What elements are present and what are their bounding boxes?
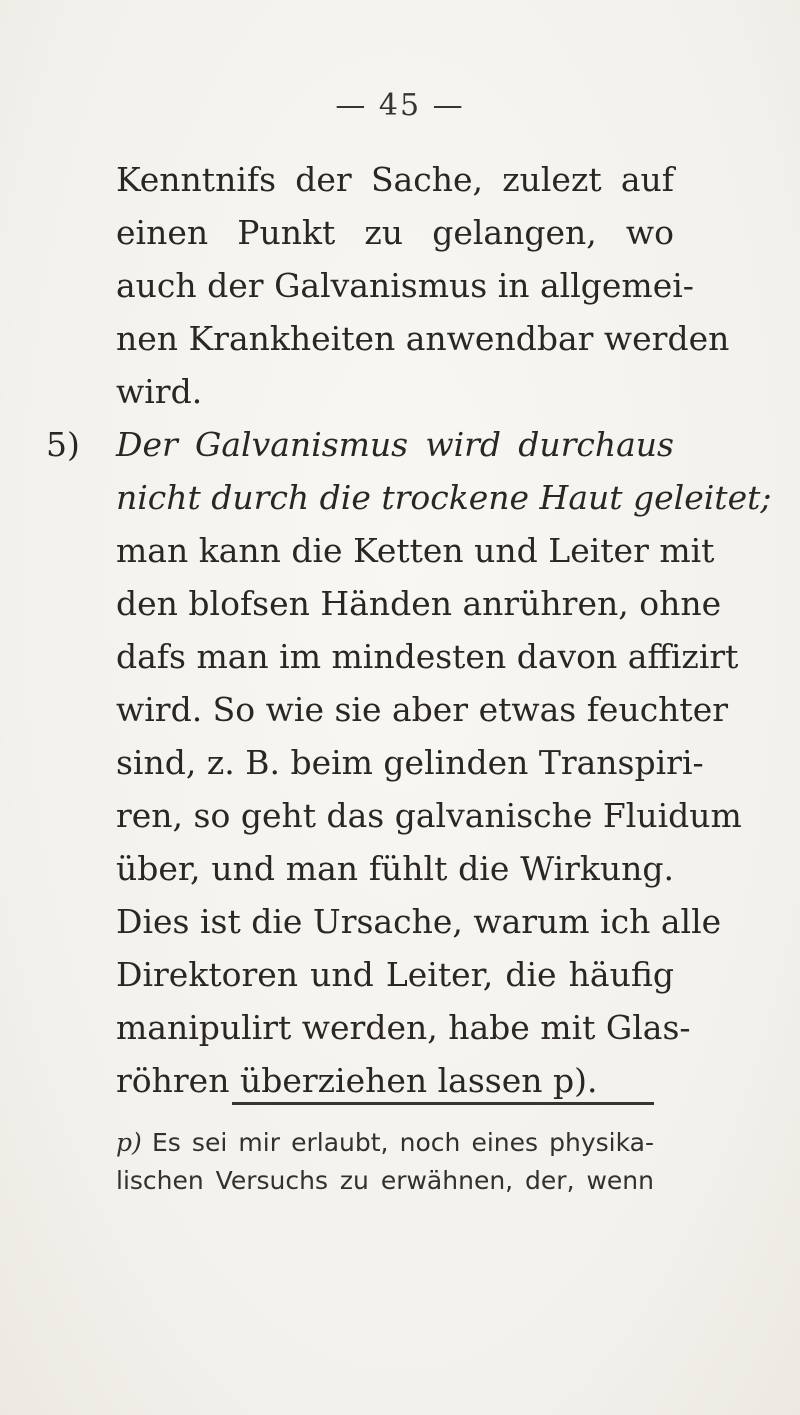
footnote-line: lischen Versuchs zu erwähnen, der, wenn <box>116 1166 654 1195</box>
italic-heading-line: nicht durch die trockene Haut geleitet; <box>116 478 772 517</box>
text-line: nen Krankheiten anwendbar werden <box>116 319 730 358</box>
text-line: wird. So wie sie aber etwas feuchter <box>116 690 728 729</box>
text-line: über, und man fühlt die Wirkung. <box>116 849 674 888</box>
page-number: — 45 — <box>335 88 465 123</box>
italic-heading-line: Der Galvanismus wird durchaus <box>116 425 674 464</box>
footnote-line: Es sei mir erlaubt, noch eines physika- <box>152 1128 654 1157</box>
text-line: manipulirt werden, habe mit Glas- <box>116 1008 691 1047</box>
text-line: den blofsen Händen anrühren, ohne <box>116 584 722 623</box>
footnote-marker <box>116 1128 142 1158</box>
text-line: Direktoren und Leiter, die häufig <box>116 955 674 994</box>
section-marker: 5) <box>46 425 80 464</box>
text-line: Kenntnifs der Sache, zulezt auf <box>116 160 674 199</box>
text-line: ren, so geht das galvanische Fluidum <box>116 796 742 835</box>
text-line: auch der Galvanismus in allgemei- <box>116 266 694 305</box>
text-line: sind, z. B. beim gelinden Transpiri- <box>116 743 704 782</box>
text-line: einen Punkt zu gelangen, wo <box>116 213 674 252</box>
text-line: man kann die Ketten und Leiter mit <box>116 531 715 570</box>
text-line: wird. <box>116 372 203 411</box>
footnote-rule <box>232 1102 654 1105</box>
text-line: Dies ist die Ursache, warum ich alle <box>116 902 722 941</box>
footnote-marker-label: p) <box>116 1128 142 1157</box>
text-line: dafs man im mindesten davon affizirt <box>116 637 739 676</box>
text-line: röhren überziehen lassen p). <box>116 1061 598 1100</box>
